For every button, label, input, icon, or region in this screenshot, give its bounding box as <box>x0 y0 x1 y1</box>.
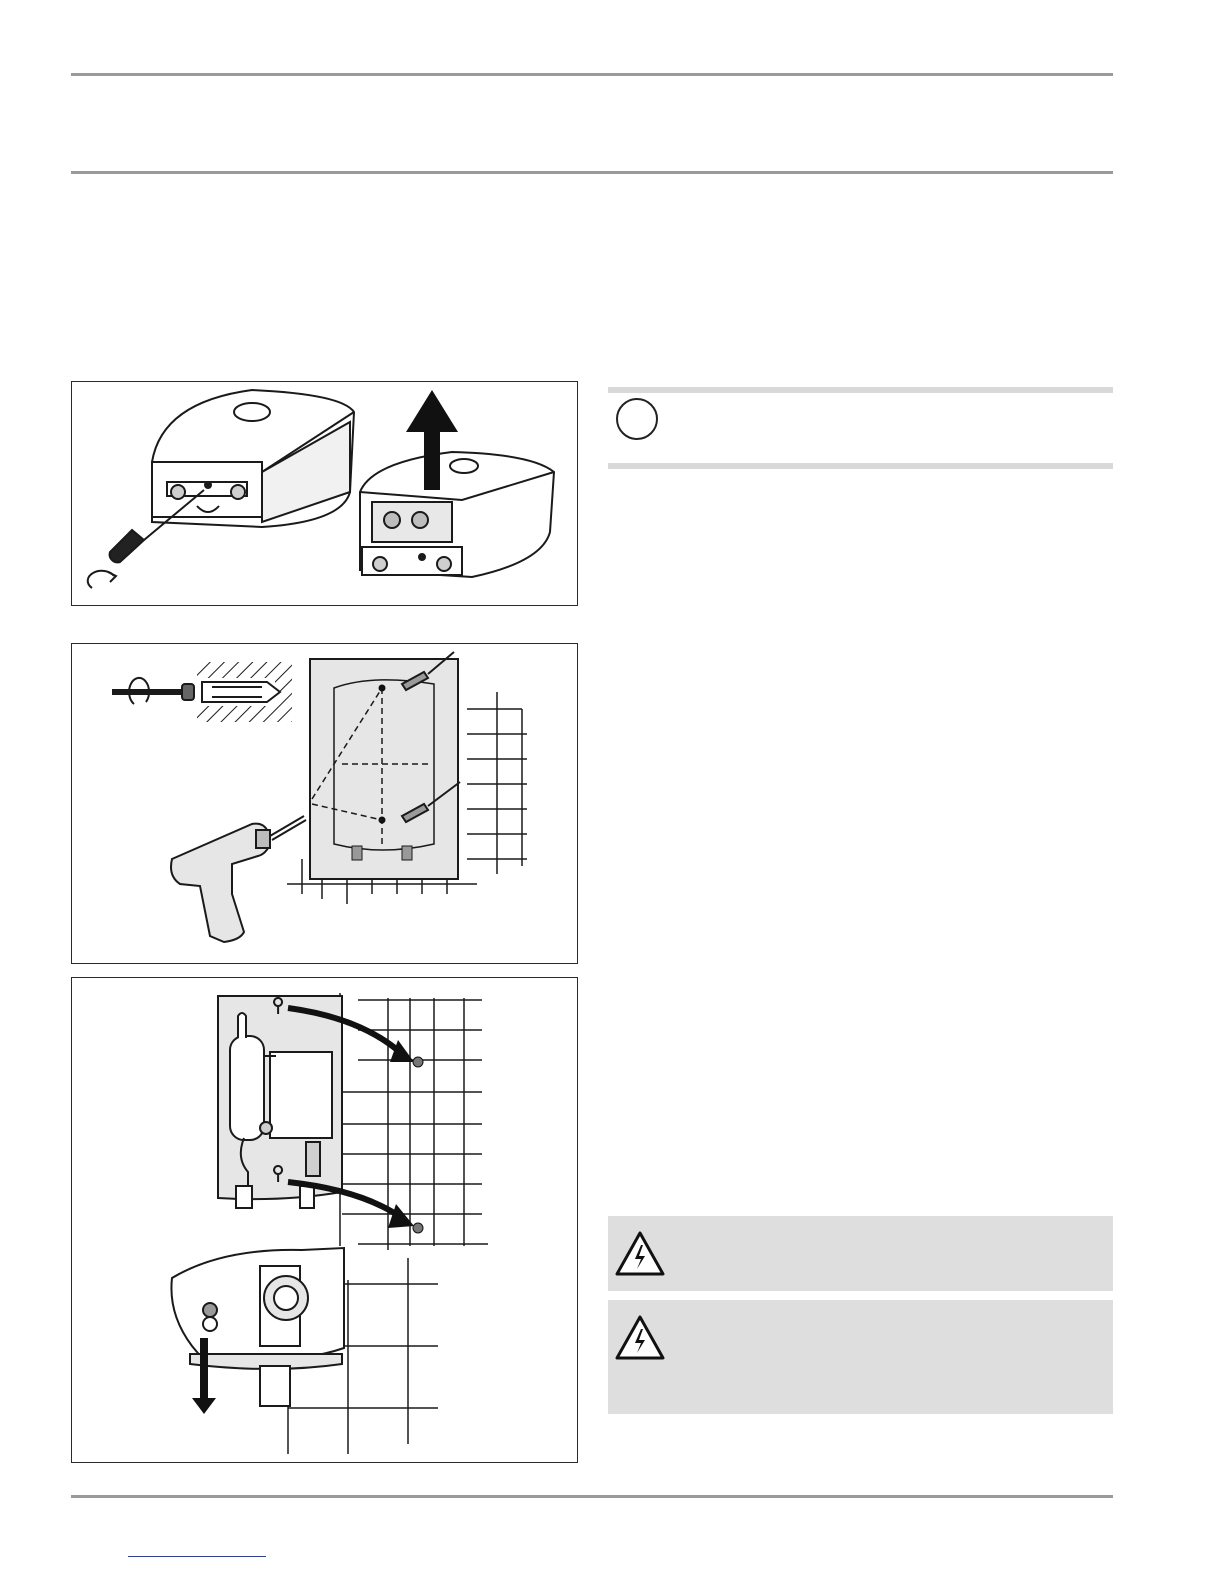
header-bottom-rule <box>71 171 1113 174</box>
electric-warning-2 <box>608 1300 1113 1414</box>
header-top-rule <box>71 73 1113 76</box>
electric-hazard-icon <box>614 1230 666 1278</box>
info-circle-icon <box>616 398 658 440</box>
wall-drilling-figure <box>71 643 578 964</box>
info-note-bottom-bar <box>608 463 1113 469</box>
detail-view <box>171 1248 344 1406</box>
cover-removal-figure <box>71 381 578 606</box>
footer-link-underline[interactable] <box>128 1556 266 1557</box>
drill-icon <box>171 816 306 942</box>
appliance-open-illustration <box>360 452 554 577</box>
electric-warning-1 <box>608 1216 1113 1291</box>
appliance-back-illustration <box>218 996 342 1208</box>
footer-rule <box>71 1495 1113 1498</box>
info-note <box>608 387 1113 469</box>
wall-mounting-figure <box>71 977 578 1463</box>
appliance-template <box>310 659 458 879</box>
info-note-top-bar <box>608 387 1113 393</box>
electric-hazard-icon <box>614 1314 666 1362</box>
appliance-closed-illustration <box>152 390 354 527</box>
wall-plug-icon <box>112 682 280 702</box>
